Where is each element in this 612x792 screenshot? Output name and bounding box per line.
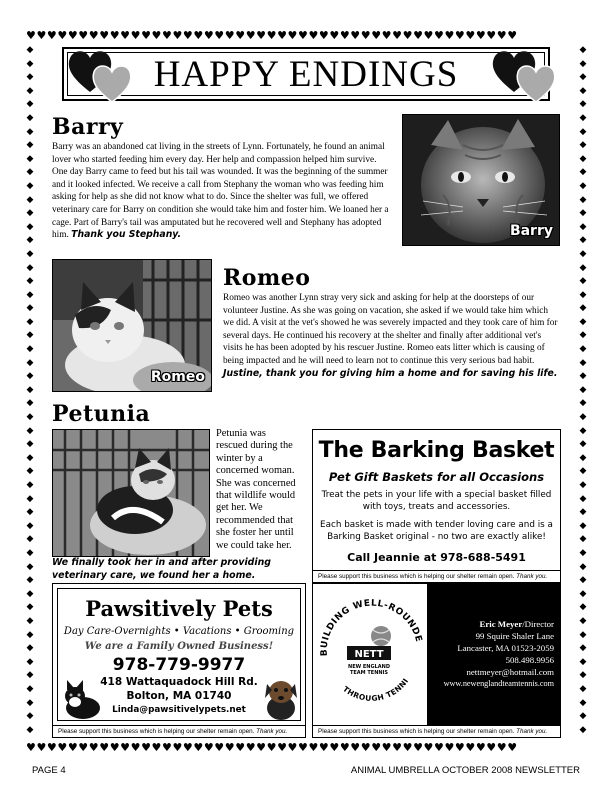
nett-address2: Lancaster, MA 01523-2059 <box>457 643 554 653</box>
pawsitively-address2: Bolton, MA 01740 <box>126 690 232 702</box>
nett-logo-sub1: NEW ENGLAND <box>348 664 390 670</box>
pawsitively-address1: 418 Wattaquadock Hill Rd. <box>100 676 258 688</box>
ad-note-thanks: Thank you. <box>516 573 548 580</box>
hearts-left-icon <box>62 40 142 110</box>
barry-photo-label: Barry <box>509 223 553 239</box>
barking-basket-subtitle: Pet Gift Baskets for all Occasions <box>328 470 545 484</box>
petunia-heading: Petunia <box>52 401 151 427</box>
ad-note-text: Please support this business which is helping our shelter remain open. <box>318 573 515 580</box>
footer-page-number: PAGE 4 <box>32 765 66 776</box>
pawsitively-pets-ad <box>52 583 306 738</box>
romeo-photo-label: Romeo <box>150 369 205 385</box>
pawsitively-email: Linda@pawsitivelypets.net <box>112 705 246 715</box>
ad-support-note <box>53 725 305 737</box>
nett-arc-bottom: THROUGH TENNI <box>341 676 411 703</box>
ad-support-note <box>313 570 560 582</box>
hearts-right-icon <box>486 40 566 110</box>
barking-basket-line2: Each basket is made with tender loving care and is a Barking Basket original - no two are exactly alike! <box>320 520 553 542</box>
pawsitively-title: Pawsitively Pets <box>85 596 273 621</box>
nett-logo-icon <box>313 584 427 725</box>
svg-text:BUILDING WELL-ROUNDED INDIVIDU <box>313 584 423 656</box>
petunia-photo <box>52 429 210 557</box>
romeo-photo <box>52 259 212 392</box>
barking-basket-line1: Treat the pets in your life with a special basket filled with toys, treats and accessories. <box>321 490 552 512</box>
barking-basket-title: The Barking Basket <box>318 438 555 463</box>
nett-address1: 99 Squire Shaler Lane <box>475 631 554 641</box>
nett-logo-area <box>313 584 427 725</box>
romeo-thanks: Justine, thank you for giving him a home and for saving his life. <box>223 367 558 379</box>
ad-note-thanks: Thank you. <box>516 728 548 735</box>
nett-role: /Director <box>522 619 554 629</box>
diamond-border-left: ◆ ◆ ◆ ◆ ◆ ◆ ◆ ◆ ◆ ◆ ◆ ◆ ◆ ◆ ◆ ◆ ◆ ◆ ◆ ◆ ◆ ◆ ◆ ◆ ◆ ◆ ◆ ◆ ◆ ◆ ◆ ◆ ◆ ◆ ◆ ◆ ◆ ◆ ◆ ◆ ◆ ◆ ◆ ◆ ◆ ◆ ◆ ◆ ◆ ◆ ◆ <box>26 45 34 735</box>
ad-support-note <box>313 725 560 737</box>
barry-story <box>52 141 394 242</box>
nett-logo-text: NETT <box>354 649 384 660</box>
nett-contact-name <box>427 618 554 630</box>
barry-heading: Barry <box>52 114 124 140</box>
nett-name: Eric Meyer <box>479 619 523 629</box>
nett-arc-top: BUILDING WELL-ROUNDE <box>319 598 424 657</box>
barry-thanks: Thank you Stephany. <box>71 229 182 241</box>
heart-border-top: ♥♥♥♥♥♥♥♥♥♥♥♥♥♥♥♥♥♥♥♥♥♥♥♥♥♥♥♥♥♥♥♥♥♥♥♥♥♥♥♥♥♥♥♥♥♥♥ <box>26 30 518 42</box>
barking-basket-call: Call Jeannie at 978-688-5491 <box>347 551 526 564</box>
diamond-border-right: ◆ ◆ ◆ ◆ ◆ ◆ ◆ ◆ ◆ ◆ ◆ ◆ ◆ ◆ ◆ ◆ ◆ ◆ ◆ ◆ ◆ ◆ ◆ ◆ ◆ ◆ ◆ ◆ ◆ ◆ ◆ ◆ ◆ ◆ ◆ ◆ ◆ ◆ ◆ ◆ ◆ ◆ ◆ ◆ ◆ ◆ ◆ ◆ ◆ ◆ ◆ <box>579 45 587 735</box>
nett-phone: 508.498.9956 <box>505 655 554 665</box>
romeo-heading: Romeo <box>223 265 311 291</box>
pawsitively-tagline: We are a Family Owned Business! <box>84 641 274 652</box>
petunia-cat-image <box>53 430 210 557</box>
petunia-thanks: We finally took her in and after providing veterinary care, we found her a home. <box>52 557 271 581</box>
pawsitively-phone: 978-779-9977 <box>112 655 246 675</box>
footer-newsletter: ANIMAL UMBRELLA OCTOBER 2008 NEWSLETTER <box>350 765 580 776</box>
ad-note-thanks: Thank you. <box>256 728 288 735</box>
heart-border-bottom: ♥♥♥♥♥♥♥♥♥♥♥♥♥♥♥♥♥♥♥♥♥♥♥♥♥♥♥♥♥♥♥♥♥♥♥♥♥♥♥♥♥♥♥♥♥♥♥ <box>26 742 518 754</box>
dog-graphic-icon <box>261 674 301 720</box>
romeo-story <box>223 292 560 380</box>
barking-basket-ad <box>312 429 561 583</box>
nett-tennis-ad <box>312 583 561 738</box>
nett-contact-panel <box>427 584 560 725</box>
pawsitively-services: Day Care-Overnights • Vacations • Grooming <box>63 626 295 637</box>
ad-note-text: Please support this business which is helping our shelter remain open. <box>318 728 515 735</box>
romeo-text: Romeo was another Lynn stray very sick and asking for help at the doorsteps of our volunteer Justine. As she was going on vacation, she asked if we would take him which we did. A visit at the vet's showed he was severely impacted and they took care of him for several days. He continued his recovery at the shelter and finally after additional vet's visits he has been adopted by his rescuer Justine. Romeo eats litter which is causing of being impacted and he will need to learn not to continue this very serious bad habit. <box>223 293 558 366</box>
ad-note-text: Please support this business which is helping our shelter remain open. <box>58 728 255 735</box>
barry-text: Barry was an abandoned cat living in the streets of Lynn. Fortunately, he found an animal lover who started feeding him every day. Her help and compassion helped him survive. One day Barry came to feed but his tail was wounded. It was the beginning of the summer and it looked infected. We receive a call from Stephany the woman who was feeding him asking for help as she did not know what to do. Since the shelter was full, we offered veterinary care for Barry on condition she would take him and foster him. We loaned her a cage. Part of Barry's tail was amputated but he recovered well and Stephany has adopted him. <box>52 142 389 241</box>
page-title: HAPPY ENDINGS <box>153 53 459 95</box>
cat-graphic-icon <box>61 678 101 720</box>
petunia-text: Petunia was rescued during the winter by a concerned woman. She was concerned that wildlife would get her. We recommended that she foster her until we could take her. <box>216 428 296 551</box>
nett-website: www.newenglandteamtennis.com <box>443 679 554 688</box>
barry-photo <box>402 114 560 246</box>
nett-logo-sub2: TEAM TENNIS <box>349 670 389 676</box>
nett-email: nettmeyer@hotmail.com <box>466 667 554 677</box>
